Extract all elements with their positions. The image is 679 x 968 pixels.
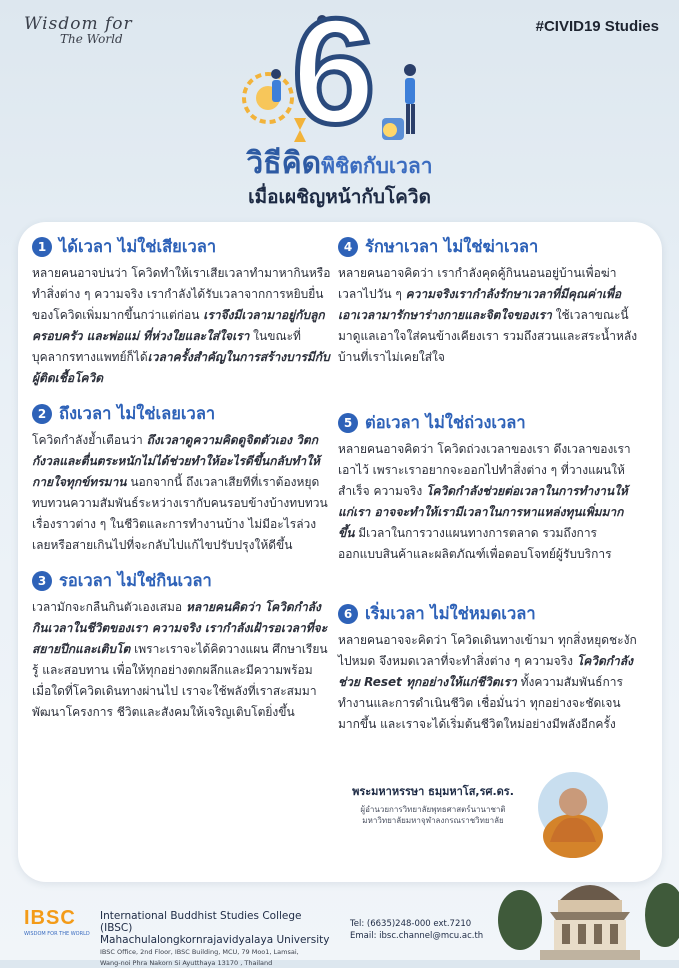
section-title: ได้เวลา ไม่ใช่เสียเวลา [59, 237, 217, 256]
page-title [0, 140, 679, 187]
section-title: เริ่มเวลา ไม่ใช่หมดเวลา [365, 604, 536, 623]
hero-illustration [240, 0, 440, 160]
body-emphasis: ความจริงเรากำลังรักษาเวลาที่มีคุณค่าเพื่อเอาเวลามารักษาร่างกายและจิตใจของเรา [338, 287, 622, 322]
body-text: หลายคนอาจคิดว่า โควิดถ่วงเวลาของเรา ดึงเวลาของเราเอาไว้ เพราะเราอยากจะออกไปทำสิ่งต่าง ๆ ที่วางแผนให้สำเร็จ ความจริง [338, 442, 631, 498]
number-badge: 3 [32, 571, 52, 591]
body-text: เพราะเราจะได้คิดวางแผน ศึกษาเรียนรู้ และสอบทาน เพื่อให้ทุกอย่างตกผลึกและมีความพร้อม เมื่อใดที่โควิดเดินทางผ่านไป เราจะใช้พลังที่เราสะสมมาพัฒนาโครงการ ชีวิตและสังคมให้เจริญเติบโตยิ่งขึ้น [32, 642, 328, 719]
body-text: ทั้งความสัมพันธ์การทำงานและการดำเนินชีวิต เชื่อมั่นว่า ทุกอย่างจะชัดเจนมากขึ้น และเราจะได้เริ่มต้นชีวิตใหม่อย่างมีพลังอีกครั้ง [338, 675, 623, 731]
author-name: พระมหาหรรษา ธมฺมหาโส,รศ.ดร. [352, 785, 514, 798]
title-main: วิธีคิด [246, 146, 322, 181]
body-emphasis: ถึงเวลาดูความคิดดูจิตตัวเอง วิตกกังวลและตื่นตระหนักไม่ได้ช่วยทำให้อะไรดีขึ้นกลับทำให้กายใจทุกข์ทรมาน [32, 433, 320, 489]
section-body [32, 597, 332, 723]
body-text: ใช้เวลาขณะนี้ มาดูแลเอาใจใส่คนข้างเคียงเรา รวมถึงสวนและสระน้ำหลังบ้านที่เราไม่เคยใส่ใจ [338, 308, 638, 364]
section-body [32, 263, 332, 389]
body-text: นอกจากนี้ ถึงเวลาเสียทีที่เราต้องหยุดทบทวนความสัมพันธ์ระหว่างเรากับคนรอบข้างบ้างทบทวนเรื่องราวต่าง ๆ ในชีวิตและการทำงานบ้าง ไม่มีอะไรล่วงเลยหรือสายเกินไปที่จะกลับไปแก้ไขปรับปรุงให้ดีขึ้น [32, 475, 328, 552]
phone-number: Tel: (6635)248-000 ext.7210 [350, 919, 472, 929]
section-heading [32, 401, 332, 427]
hero-number-six: 6 [292, 0, 376, 155]
section-5 [338, 410, 638, 565]
section-6 [338, 601, 638, 735]
section-heading [338, 234, 638, 260]
title-rest: พิชิตกับเวลา [321, 154, 433, 178]
body-emphasis: เวลาครั้งสำคัญในการสร้างบารมีกับผู้ติดเชื้อโควิด [32, 350, 330, 385]
hashtag: #CIVID19 Studies [535, 18, 659, 35]
footer-contact [350, 918, 483, 942]
number-badge: 6 [338, 604, 358, 624]
brand-line-2: The World [60, 32, 123, 46]
section-body [338, 263, 638, 368]
org-line-2: Mahachulalongkornrajavidyalaya University [100, 934, 330, 946]
section-1 [32, 234, 332, 389]
body-emphasis: โควิดกำลังช่วย Reset ทุกอย่างให้แก่ชีวิตเรา [338, 654, 633, 689]
body-text: เวลามักจะกลืนกินตัวเองเสมอ [32, 600, 186, 614]
author-credit [338, 782, 528, 826]
section-title: รักษาเวลา ไม่ใช่ฆ่าเวลา [365, 237, 539, 256]
number-badge: 2 [32, 404, 52, 424]
section-heading [32, 234, 332, 260]
number-badge: 1 [32, 237, 52, 257]
author-position-line-1: ผู้อำนวยการวิทยาลัยพุทธศาสตร์นานาชาติ [360, 805, 506, 814]
content-card [18, 222, 662, 882]
section-heading [32, 568, 332, 594]
email-address: Email: ibsc.channel@mcu.ac.th [350, 931, 484, 941]
section-body [32, 430, 332, 556]
logo-tagline: WISDOM FOR THE WORLD [24, 931, 90, 937]
footer-organization [100, 910, 330, 968]
left-column [32, 234, 332, 735]
body-text: ในขณะที่บุคลากรทางแพทย์ก็ได้ [32, 329, 301, 364]
temple-photo-icon [500, 860, 679, 960]
section-title: รอเวลา ไม่ใช่กินเวลา [59, 571, 212, 590]
body-text: หลายคนอาจบ่นว่า โควิดทำให้เราเสียเวลาทำมาหากินหรือทำสิ่งต่าง ๆ ความจริง เรากำลังได้รับเวลาจากการหยิบยื่นของโควิดเพิ่มมากขึ้นกว่าแต่ก่อน [32, 266, 331, 322]
footer-logo [24, 907, 90, 937]
body-emphasis: หลายคนคิดว่า โควิดกำลังกินเวลาในชีวิตของเรา ความจริง เรากำลังเฝ้ารอเวลาที่จะสยายปีกและเติบโต [32, 600, 328, 656]
org-line-1: International Buddhist Studies College (IBSC) [100, 910, 302, 934]
section-title: ถึงเวลา ไม่ใช่เลยเวลา [59, 404, 216, 423]
body-emphasis: โควิดกำลังช่วยต่อเวลาในการทำงานให้แก่เรา อาจจะทำให้เรามีเวลาในการหาแหล่งทุนเพิ่มมากขึ้น [338, 484, 628, 540]
right-column [338, 234, 638, 747]
section-title: ต่อเวลา ไม่ใช่ถ่วงเวลา [365, 413, 526, 432]
section-body [338, 630, 638, 735]
section-2 [32, 401, 332, 556]
author-position-line-2: มหาวิทยาลัยมหาจุฬาลงกรณราชวิทยาลัย [362, 816, 504, 825]
address-line-2: Wang-noi Phra Nakorn Si Ayutthaya 13170 , Thailand [100, 959, 273, 967]
section-heading [338, 601, 638, 627]
number-badge: 5 [338, 413, 358, 433]
section-3 [32, 568, 332, 723]
body-text: โควิดกำลังย้ำเตือนว่า [32, 433, 147, 447]
section-body [338, 439, 638, 565]
spacer [338, 577, 638, 601]
address-line-1: IBSC Office, 2nd Floor, IBSC Building, MCU, 79 Moo1, Lamsai, [100, 948, 299, 956]
page-subtitle: เมื่อเผชิญหน้ากับโควิด [248, 186, 431, 208]
body-text: มีเวลาในการวางแผนทางการตลาด รวมถึงการออกแบบสินค้าและผลิตภัณฑ์เพื่อตอบโจทย์ผู้รับบริการ [338, 526, 612, 561]
author-position [338, 804, 528, 826]
brand-script-logo [24, 14, 164, 46]
body-text: หลายคนอาจจะคิดว่า โควิดเดินทางเข้ามา ทุกสิ่งหยุดชะงักไปหมด จึงหมดเวลาที่จะทำสิ่งต่าง ๆ ความจริง [338, 633, 637, 668]
brand-line-1: Wisdom for [24, 14, 133, 34]
section-4 [338, 234, 638, 368]
author-portrait-icon [538, 772, 608, 842]
number-badge: 4 [338, 237, 358, 257]
body-text: หลายคนอาจคิดว่า เรากำลังคุดคู้กินนอนอยู่บ้านเพื่อฆ่าเวลาไปวัน ๆ [338, 266, 617, 301]
logo-text: IBSC [24, 907, 76, 929]
body-emphasis: เราจึงมีเวลามาอยู่กับลูก ครอบครัว และพ่อแม่ ที่ห่วงใยและใส่ใจเรา [32, 308, 325, 343]
section-heading [338, 410, 638, 436]
spacer [338, 380, 638, 410]
